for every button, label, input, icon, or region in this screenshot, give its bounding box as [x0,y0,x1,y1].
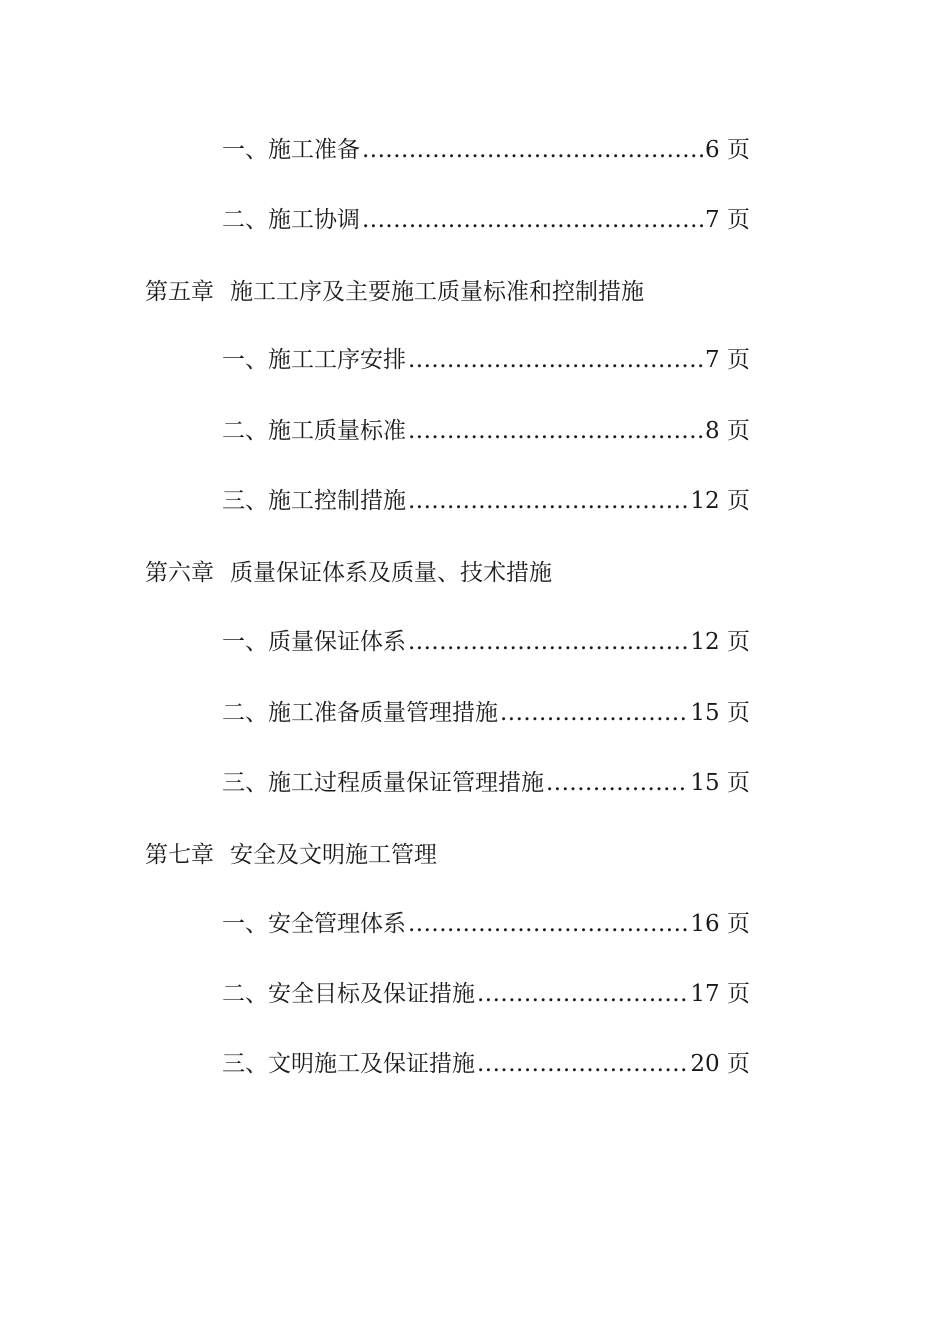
toc-page-number: 16 页 [690,911,750,937]
toc-entry-label: 三、文明施工及保证措施 [222,1051,475,1077]
toc-page-number: 6 页 [705,137,750,163]
toc-page-number: 7 页 [705,347,750,373]
toc-leader-dots [546,766,688,800]
toc-entry-label: 一、安全管理体系 [222,911,406,937]
toc-entry-label: 一、质量保证体系 [222,629,406,655]
toc-leader-dots [408,484,688,518]
toc-chapter-heading [145,275,765,309]
toc-entry [222,203,750,237]
toc-entry [222,133,750,167]
toc-entry [222,907,750,941]
toc-page-number: 17 页 [690,981,750,1007]
toc-entry-label: 三、施工控制措施 [222,488,406,514]
chapter-number: 第五章 [145,279,214,305]
toc-leader-dots [408,343,703,377]
toc-entry-label: 一、施工工序安排 [222,347,406,373]
toc-entry [222,696,750,730]
chapter-number: 第六章 [145,560,214,586]
chapter-title: 质量保证体系及质量、技术措施 [230,560,552,586]
toc-leader-dots [408,907,688,941]
toc-entry-label: 二、施工协调 [222,207,360,233]
toc-entry-label: 二、安全目标及保证措施 [222,981,475,1007]
toc-chapter-heading [145,838,765,872]
toc-page-number: 12 页 [690,488,750,514]
toc-chapter-heading [145,556,765,590]
toc-entry-label: 二、施工准备质量管理措施 [222,700,498,726]
chapter-title: 安全及文明施工管理 [230,842,437,868]
toc-leader-dots [408,625,688,659]
toc-page-number: 20 页 [690,1051,750,1077]
toc-leader-dots [500,696,688,730]
toc-entry [222,625,750,659]
toc-leader-dots [408,414,703,448]
toc-page-number: 7 页 [705,207,750,233]
toc-entry-label: 三、施工过程质量保证管理措施 [222,770,544,796]
toc-entry-label: 二、施工质量标准 [222,418,406,444]
chapter-title: 施工工序及主要施工质量标准和控制措施 [230,279,644,305]
toc-leader-dots [362,203,703,237]
toc-entry [222,766,750,800]
toc-page-number: 15 页 [690,770,750,796]
toc-leader-dots [362,133,703,167]
toc-entry [222,977,750,1011]
toc-entry [222,343,750,377]
toc-page-number: 15 页 [690,700,750,726]
toc-page-number: 8 页 [705,418,750,444]
toc-entry [222,1047,750,1081]
toc-page-number: 12 页 [690,629,750,655]
toc-leader-dots [477,977,688,1011]
chapter-number: 第七章 [145,842,214,868]
toc-entry [222,484,750,518]
toc-entry [222,414,750,448]
toc-leader-dots [477,1047,688,1081]
toc-entry-label: 一、施工准备 [222,137,360,163]
